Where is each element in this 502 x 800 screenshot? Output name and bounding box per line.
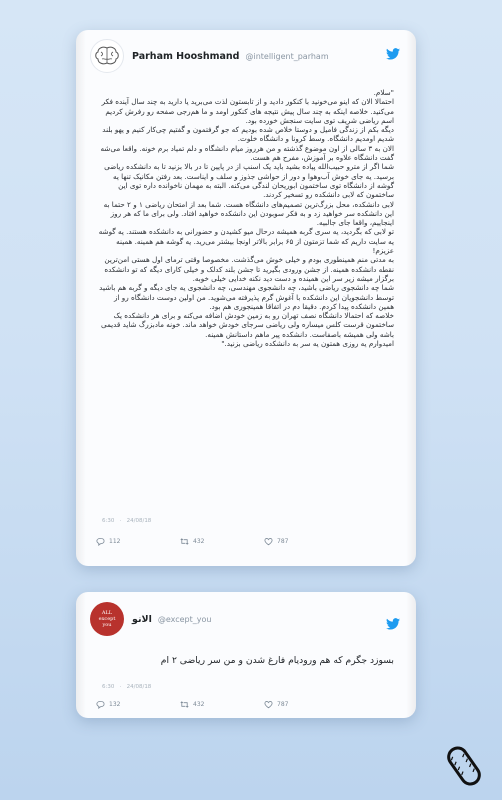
tweet-paragraph: شما اگر از مترو حبیب‌الله پیاده بشید باید یک اسنپ از در پایین تا در بالا بزنید تا به دانشکده ریاضی برسید. یه جای خوش آب‌وهوا و دور از حواشی جذوز و سلف و ایناست. بعد رفتن مکانیک تنها یه گوشه از دانشگاه توی ساختمون ابوریحان لندگی می‌کنه. البته به مهمان ناخوانده داره توی این ساختمون که لابی دانشکده رو تسخیر کردند. <box>104 162 394 200</box>
user-handle[interactable]: @intelligent_parham <box>245 51 329 61</box>
tweet-time: 6:30 <box>102 518 115 524</box>
reply-count: 112 <box>109 538 121 545</box>
tweet-paragraph: احتمالا الان که اینو می‌خونید با کنکور دادید و از تابستون لذت می‌برید یا دارید به چند سال آینده فکر می‌کنید. خلاصه اینکه به چند سال پیش نتیجه های کنکور اومد و ما هم‌رجی صفحه رو رفرش کردیم اسم ریاضی شریف توی سایت سنجش خورده بود. <box>101 97 394 125</box>
tweet-time: 6:30 <box>102 684 115 690</box>
retweet-icon <box>180 537 189 546</box>
retweet-button[interactable] <box>180 537 244 546</box>
like-count: 787 <box>277 538 289 545</box>
chain-logo-icon <box>446 744 482 788</box>
tweet-paragraph: خلاصه که احتمالا دانشگاه نصف تهران رو به زمین خودش اضافه می‌کنه و برای هر دانشکده یک ساختمون قرست کلس میساره ولی ریاضی سرجای خودش خواهد ماند. خونه مادبزرگ شاید قدیمی باشه ولی همیشه با‌صفاست. دانشکده پیر ما‌هم داستانش همینه. <box>100 311 394 339</box>
tweet-paragraph: به مدتی منم همینطوری بودم و خیلی خوش می‌گذشت. مخصوصا وقتی ترمای اول هستی امن‌ترین نقطه دانشکده همینه. از جشن ورودی بگیرید تا جشن بلند کدلک و خیلی کارای دیگه که تو دانشکده برگزار میشه زیر سر این همینده و دست دید نکنه خدایی خیلی خوبه. <box>104 255 394 283</box>
retweet-icon <box>180 700 189 709</box>
tweet-header <box>76 592 416 646</box>
tweet-card-main <box>76 30 416 566</box>
tweet-paragraph: دیگه بکم از زندگی فامیل و دوستا خلاص شده بودیم که جو گرفتمون و گفتیم چی‌کار کنیم و یهو بلند شدیم اومدیم دانشگاه. وسط کرونا و دانشگاه خلوت. <box>102 125 394 144</box>
tweet-paragraph: شما چه دانشجوی ریاضی باشید، چه دانشجوی مهندسی، چه دانشجوی یه جای دیگه و گربه هم باشید توسط دانشجویان این دانشکده با آغوش گرم پذیرفته می‌شوید. من اولین دوست دانشگاه رو از همین دانشکده پیدا کردم. دقیقا دم در اتفاقا همینجوری هم بود. <box>99 283 394 311</box>
tweet-date: 24/08/18 <box>126 684 152 690</box>
tweet-timestamp: 6:30 · 24/08/18 <box>102 518 152 524</box>
like-icon <box>264 537 273 546</box>
retweet-count: 432 <box>193 538 205 545</box>
retweet-button[interactable] <box>180 700 244 709</box>
brain-icon <box>94 45 120 67</box>
tweet-paragraph: تو لابی که بگردید، یه سری گربه همیشه درحال میو کشیدن و حضورانی به دانشکده هستند. یه گوشه یه سایت داریم که شما تزمتون از ۶۵ برابر بالاتر اونجا بیشتر می‌رید. یه گوشه هم همینه. همینه عزیزم! <box>98 227 394 256</box>
tweet-actions <box>96 537 396 546</box>
like-count: 787 <box>277 701 289 708</box>
display-name[interactable]: Parham Hooshmand <box>132 50 240 62</box>
tweet-date: 24/08/18 <box>126 518 152 524</box>
tweet-actions <box>96 700 396 709</box>
reply-icon <box>96 700 105 709</box>
avatar[interactable] <box>90 602 124 636</box>
tweet-body <box>76 82 416 348</box>
paper-fold-right <box>406 30 416 566</box>
tweet-timestamp: 6:30 · 24/08/18 <box>102 684 152 690</box>
avatar-text-line: ALL <box>101 610 113 616</box>
like-button[interactable] <box>264 700 328 709</box>
tweet-paragraph: لابی دانشکده، محل بزرگ‌ترین تصمیم‌های دانشگاه هست. شما بعد از امتحان ریاضی ۱ و ۲ حتما به این دانشکده سر خواهید زد و به فکر سوبودن این دانشکده خواهید افتاد. ولی برای ما که هر روز اینجاییم، واقعا جای جالبیه. <box>103 199 394 228</box>
tweet-header <box>76 30 416 82</box>
reply-button[interactable] <box>96 700 160 709</box>
twitter-bird-icon <box>386 618 400 630</box>
tweet-paragraph: امیدوارم یه روزی همتون یه سر به دانشکده ریاضی بزنید." <box>221 339 394 349</box>
twitter-bird-icon <box>386 48 400 60</box>
tweet-card-quote <box>76 592 416 718</box>
like-button[interactable] <box>264 537 328 546</box>
like-icon <box>264 700 273 709</box>
tweet-paragraph: الان به ۳ سالی از اون موضوع گذشته و من هرروز میام دانشگاه و دلم تمیاد برم خونه. واقعا می‌شه گفت دانشگاه علاوه بر آموزش، مفرح هم هست. <box>100 143 394 163</box>
tweet-body: بسوزد جگرم که هم ورودیام فارغ شدن و من سر ریاضی ۲ ام <box>160 655 394 666</box>
tweet-paragraph: "سلام. <box>373 88 394 97</box>
user-handle[interactable]: @except_you <box>157 614 212 624</box>
reply-button[interactable] <box>96 537 160 546</box>
display-name[interactable]: الانو <box>132 613 152 625</box>
avatar[interactable] <box>90 39 124 73</box>
reply-count: 132 <box>109 701 121 708</box>
reply-icon <box>96 537 105 546</box>
avatar-text-line: except <box>98 616 116 622</box>
paper-fold-left <box>76 30 86 566</box>
retweet-count: 432 <box>193 701 205 708</box>
avatar-text-line: you <box>102 622 112 628</box>
